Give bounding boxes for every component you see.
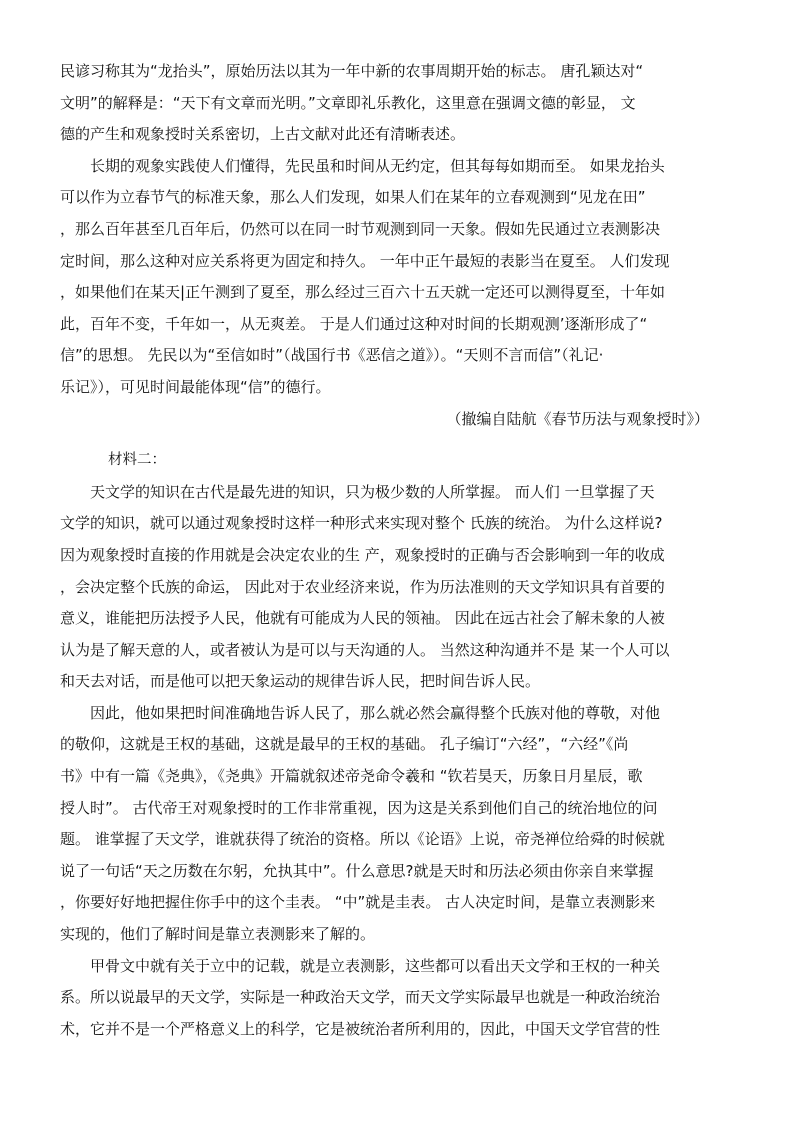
text-line: 可以作为立春节气的标准天象，那么人们发现，如果人们在某年的立春观测到“见龙在田” (60, 188, 646, 207)
text-line: 长期的观象实践使人们懂得，先民虽和时间从无约定，但其每每如期而至。 如果龙抬头 (90, 156, 665, 175)
text-line: 因此，他如果把时间准确地告诉人民了，那么就必然会赢得整个氏族对他的尊敬，对他 (90, 703, 661, 722)
text-line: ，会决定整个氏族的命运， 因此对于农业经济来说，作为历法准则的天文学知识具有首要的 (60, 577, 665, 596)
text-line: 定时间，那么这种对应关系将更为固定和持久。 一年中正午最短的表影当在夏至。 人们发现 (60, 251, 670, 270)
text-line: 民谚习称其为“龙抬头”，原始历法以其为一年中新的农事周期开始的标志。 唐孔颖达对“ (60, 62, 644, 80)
text-line: 授人时”。 古代帝王对观象授时的工作非常重视，因为这是关系到他们自己的统治地位的问 (60, 798, 658, 817)
text-line: 和天去对话，而是他可以把天象运动的规律告诉人民，把时间告诉人民。 (60, 672, 541, 691)
section-heading-material-two: 材料二： (108, 452, 166, 469)
text-line: 的敬仰，这就是王权的基础，这就是最早的王权的基础。 孔子编订“六经”，“六经”《尚 (60, 735, 629, 754)
paragraph-p2 (60, 151, 741, 404)
text-line: ，你要好好地把握住你手中的这个圭表。 “中”就是圭表。 古人决定时间，是靠立表测影来 (60, 893, 656, 912)
text-line: 说了一句话“天之历数在尔躬，允执其中”。什么意思?就是天时和历法必须由你亲自来掌握 (60, 861, 654, 880)
text-line: 书》中有一篇《尧典》，《尧典》开篇就叙述帝尧命令羲和 “钦若昊天，历象日月星辰，歌 (60, 767, 643, 786)
text-line: 信”的思想。 先民以为“至信如时”（战国行书《恶信之道》）。“天则不言而信”（礼记· (60, 346, 604, 365)
material-one-body (60, 56, 741, 404)
source-citation: （撤编自陆航《春节历法与观象授时》） (446, 409, 709, 428)
material-two-body (60, 477, 741, 1046)
text-line: 因为观象授时直接的作用就是会决定农业的生 产，观象授时的正确与否会影响到一年的收成 (60, 545, 665, 564)
text-line: 文明”的解释是：“天下有文章而光明。”文章即礼乐教化，这里意在强调文德的彰显， 文 (60, 93, 636, 112)
text-line: ，那么百年甚至几百年后，仍然可以在同一时节观测到同一天象。假如先民通过立表测影决 (60, 219, 661, 238)
text-line: 天文学的知识在古代是最先进的知识，只为极少数的人所掌握。 而人们 一旦掌握了天 (90, 482, 655, 501)
text-line: 此，百年不变，千年如一，从无爽差。 于是人们通过这种对时间的长期观测’逐渐形成了“ (60, 314, 648, 333)
paragraph-p3 (60, 477, 741, 698)
text-line: 系。所以说最早的天文学，实际是一种政治天文学，而天文学实际最早也就是一种政治统治 (60, 988, 661, 1007)
text-line: ，如果他们在某天|正午测到了夏至，那么经过三百六十五天就一定还可以测得夏至，十年如 (60, 283, 666, 302)
paragraph-p1 (60, 56, 741, 151)
text-line: 乐记》），可见时间最能体现“信”的德行。 (60, 377, 331, 396)
text-line: 德的产生和观象授时关系密切，上古文献对此还有清晰表述。 (60, 125, 466, 144)
text-line: 文学的知识，就可以通过观象授时这样一种形式来实现对整个 氏族的统治。 为什么这样说? (60, 514, 663, 533)
text-line: 术，它并不是一个严格意义上的科学，它是被统治者所利用的，因此，中国天文学官营的性 (60, 1019, 661, 1038)
paragraph-p4 (60, 698, 741, 951)
text-line: 实现的，他们了解时间是靠立表测影来了解的。 (60, 925, 376, 944)
text-line: 题。 谁掌握了天文学，谁就获得了统治的资格。所以《论语》上说，帝尧禅位给舜的时候就 (60, 830, 665, 849)
text-line: 甲骨文中就有关于立中的记载，就是立表测影，这些都可以看出天文学和王权的一种关 (90, 956, 661, 975)
paragraph-p5 (60, 951, 741, 1046)
text-line: 认为是了解天意的人，或者被认为是可以与天沟通的人。 当然这种沟通并不是 某一个人可以 (60, 640, 670, 659)
text-line: 意义，谁能把历法授予人民，他就有可能成为人民的领袖。 因此在远古社会了解未象的人被 (60, 609, 665, 628)
